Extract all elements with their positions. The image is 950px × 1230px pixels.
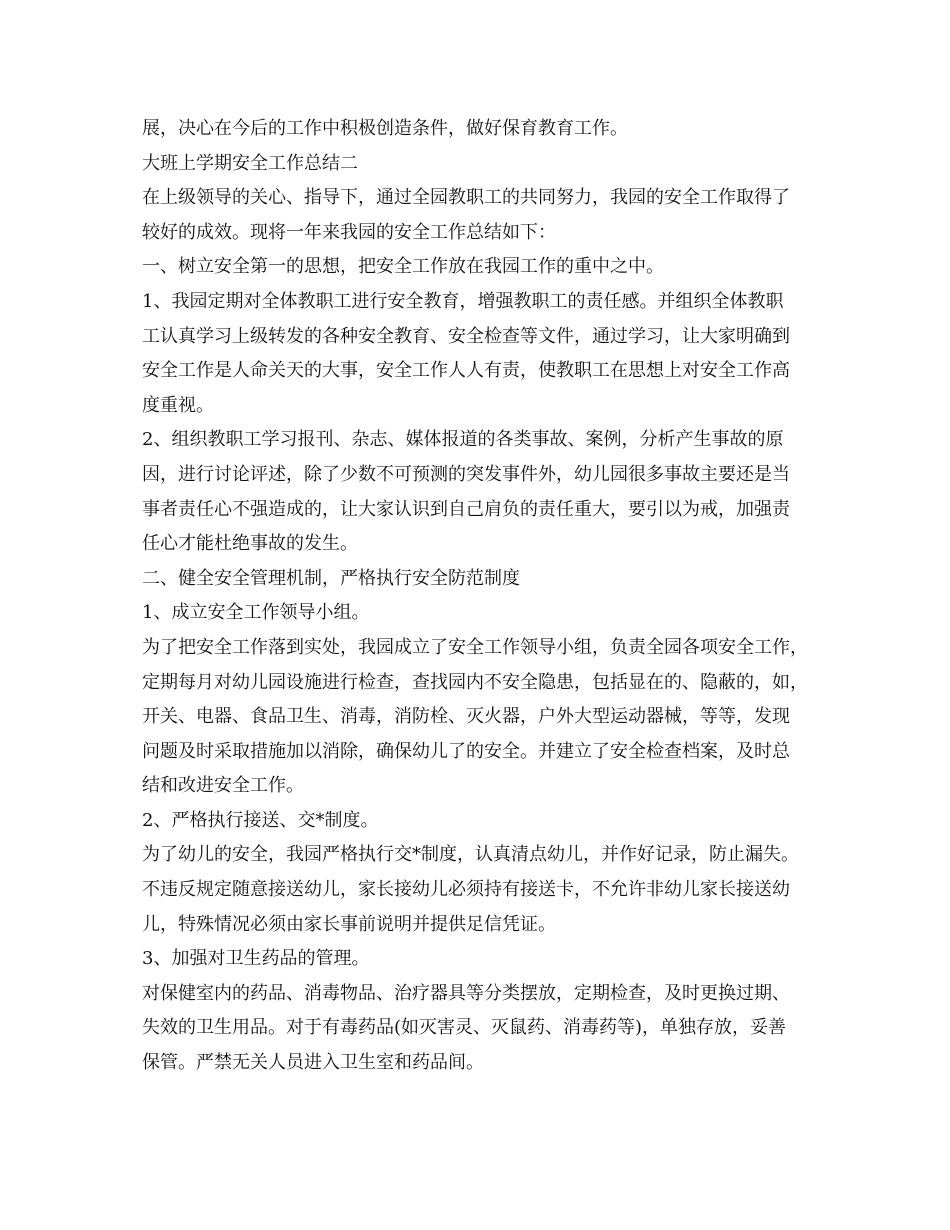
- subsection-heading: 2、严格执行接送、交*制度。: [142, 809, 379, 831]
- text-line: 不违反规定随意接送幼儿，家长接幼儿必须持有接送卡，不允许非幼儿家长接送幼: [142, 879, 790, 901]
- text-line: 度重视。: [142, 394, 214, 416]
- section-heading: 大班上学期安全工作总结二: [142, 152, 358, 174]
- text-line: 安全工作是人命关天的大事，安全工作人人有责，使教职工在思想上对安全工作高: [142, 360, 790, 382]
- text-line: 1、我园定期对全体教职工进行安全教育，增强教职工的责任感。并组织全体教职: [142, 290, 784, 312]
- text-line: 事者责任心不强造成的，让大家认识到自己肩负的责任重大，要引以为戒，加强责: [142, 498, 790, 520]
- text-line: 开关、电器、食品卫生、消毒，消防栓、灭火器，户外大型运动器械，等等，发现: [142, 706, 790, 728]
- text-line: 对保健室内的药品、消毒物品、治疗器具等分类摆放，定期检查，及时更换过期、: [142, 982, 790, 1004]
- section-heading: 一、树立安全第一的思想，把安全工作放在我园工作的重中之中。: [142, 256, 664, 278]
- text-line: 较好的成效。现将一年来我园的安全工作总结如下：: [142, 221, 556, 243]
- subsection-heading: 1、成立安全工作领导小组。: [142, 602, 370, 624]
- text-line: 结和改进安全工作。: [142, 775, 304, 797]
- text-line: 因，进行讨论评述，除了少数不可预测的突发事件外，幼儿园很多事故主要还是当: [142, 463, 790, 485]
- text-line: 为了幼儿的安全，我园严格执行交*制度，认真清点幼儿，并作好记录，防止漏失。: [142, 844, 799, 866]
- text-line: 在上级领导的关心、指导下，通过全园教职工的共同努力，我园的安全工作取得了: [142, 187, 790, 209]
- text-line: 任心才能杜绝事故的发生。: [142, 533, 358, 555]
- text-line: 保管。严禁无关人员进入卫生室和药品间。: [142, 1052, 484, 1074]
- text-line: 工认真学习上级转发的各种安全教育、安全检查等文件，通过学习，让大家明确到: [142, 325, 790, 347]
- section-heading: 二、健全安全管理机制，严格执行安全防范制度: [142, 567, 520, 589]
- document-body: [142, 112, 822, 1081]
- text-line: 失效的卫生用品。对于有毒药品(如灭害灵、灭鼠药、消毒药等)，单独存放，妥善: [142, 1017, 787, 1039]
- text-line: 儿，特殊情况必须由家长事前说明并提供足信凭证。: [142, 913, 556, 935]
- text-line: 展，决心在今后的工作中积极创造条件，做好保育教育工作。: [142, 118, 628, 139]
- subsection-heading: 3、加强对卫生药品的管理。: [142, 948, 370, 970]
- text-line: 2、组织教职工学习报刊、杂志、媒体报道的各类事故、案例，分析产生事故的原: [142, 429, 784, 451]
- text-line: 为了把安全工作落到实处，我园成立了安全工作领导小组，负责全园各项安全工作，: [142, 636, 808, 658]
- text-line: 问题及时采取措施加以消除，确保幼儿了的安全。并建立了安全检查档案，及时总: [142, 740, 790, 762]
- text-line: 定期每月对幼儿园设施进行检查，查找园内不安全隐患，包括显在的、隐蔽的，如，: [142, 671, 808, 693]
